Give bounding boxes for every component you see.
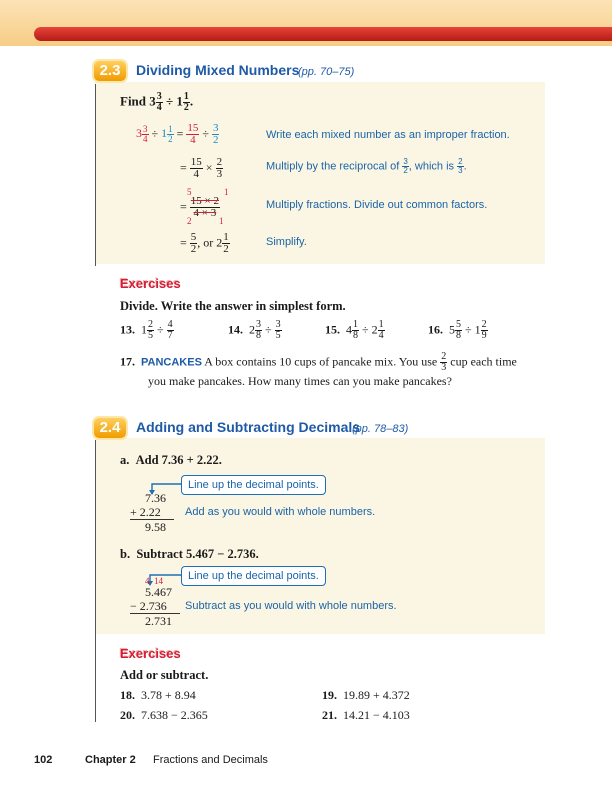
example-a-row-1: 7.36 [145,491,166,505]
example-a-callout: Line up the decimal points. [181,475,326,495]
step-4-note: Simplify. [266,236,307,248]
exercise-14: 14. 2 $\frac{3}{8}$ ÷ $\frac{3}{5}$ [228,319,281,341]
example-a-prompt: a. Add 7.36 + 2.22. [120,453,222,467]
step-3-cancel-top-b: 1 [224,187,229,197]
exercises-instruction-2-3: Divide. Write the answer in simplest form. [120,299,346,313]
exercise-13: 13. 1 $\frac{2}{5}$ ÷ $\frac{4}{7}$ [120,319,173,341]
chapter-title: Fractions and Decimals [153,754,268,766]
exercise-17-line-2: you make pancakes. How many times can you make pancakes? [148,374,452,388]
example-b-row-1: 5.467 [145,585,172,599]
example-b-regroup-b: 14 [154,576,163,586]
step-3-equation: = $\frac{15 \times 2}{4 \times 3}$ [180,195,219,219]
exercises-instruction-2-4: Add or subtract. [120,668,209,682]
step-2-equation: = $\frac{15}{4}$ × $\frac{2}{3}$ [180,156,223,180]
example-b-regroup-a: 4 [145,576,150,586]
step-3-note: Multiply fractions. Divide out common factors. [266,199,488,211]
exercise-20: 20. 7.638 − 2.365 [120,708,208,722]
section-rule-2-3 [95,84,96,266]
example-prompt: Find 3 $\frac{3}{4}$ ÷ 1 $\frac{1}{2}$ . [120,91,194,113]
exercise-16: 16. 5 $\frac{5}{8}$ ÷ 1 $\frac{2}{9}$ [428,319,487,341]
section-title-2-4: Adding and Subtracting Decimals [136,419,361,435]
example-b-callout: Line up the decimal points. [181,566,326,586]
example-b-row-2: − 2.736 [130,599,167,613]
section-badge-2-4: 2.4 [94,418,126,438]
section-rule-2-4 [95,440,96,722]
section-title-2-3: Dividing Mixed Numbers [136,62,300,78]
exercise-17: 17. PANCAKES A box contains 10 cups of pancake mix. You use $\frac{2}{3}$ cup each time [120,351,517,373]
section-badge-2-3: 2.3 [94,61,126,81]
example-a-result: 9.58 [145,520,166,534]
example-a-note: Add as you would with whole numbers. [185,506,376,518]
exercise-19: 19. 19.89 + 4.372 [322,688,410,702]
step-3-cancel-bottom: 2 [187,216,192,226]
step-2-note: Multiply by the reciprocal of $\frac{3}{2}$ , which is $\frac{2}{3}$ . [266,157,467,175]
chapter-label: Chapter 2 [85,754,136,766]
exercises-heading-2-3: Exercises [120,276,181,291]
page-number: 102 [34,754,53,766]
exercise-15: 15. 4 $\frac{1}{8}$ ÷ 2 $\frac{1}{4}$ [325,319,384,341]
example-b-note: Subtract as you would with whole numbers. [185,600,397,612]
top-red-stripe [34,27,612,41]
section-pages-2-4: (pp. 78–83) [352,423,409,435]
exercise-18: 18. 3.78 + 8.94 [120,688,196,702]
step-1-note: Write each mixed number as an improper fraction. [266,129,510,141]
example-b-prompt: b. Subtract 5.467 − 2.736. [120,547,259,561]
exercises-heading-2-4: Exercises [120,646,181,661]
step-4-equation: = $\frac{5}{2}$ , or 2 $\frac{1}{2}$ [180,231,229,255]
step-3-cancel-top: 5 [187,187,192,197]
exercise-21: 21. 14.21 − 4.103 [322,708,410,722]
section-pages-2-3: (pp. 70–75) [298,66,355,78]
example-b-result: 2.731 [145,614,172,628]
step-3-cancel-bottom-b: 1 [219,216,224,226]
step-1-equation: 3 $\frac{3}{4}$ ÷ 1 $\frac{1}{2}$ = $\frac{15}{4}$ ÷ $\frac{3}{2}$ [136,122,219,146]
example-a-row-2: + 2.22 [130,505,161,519]
